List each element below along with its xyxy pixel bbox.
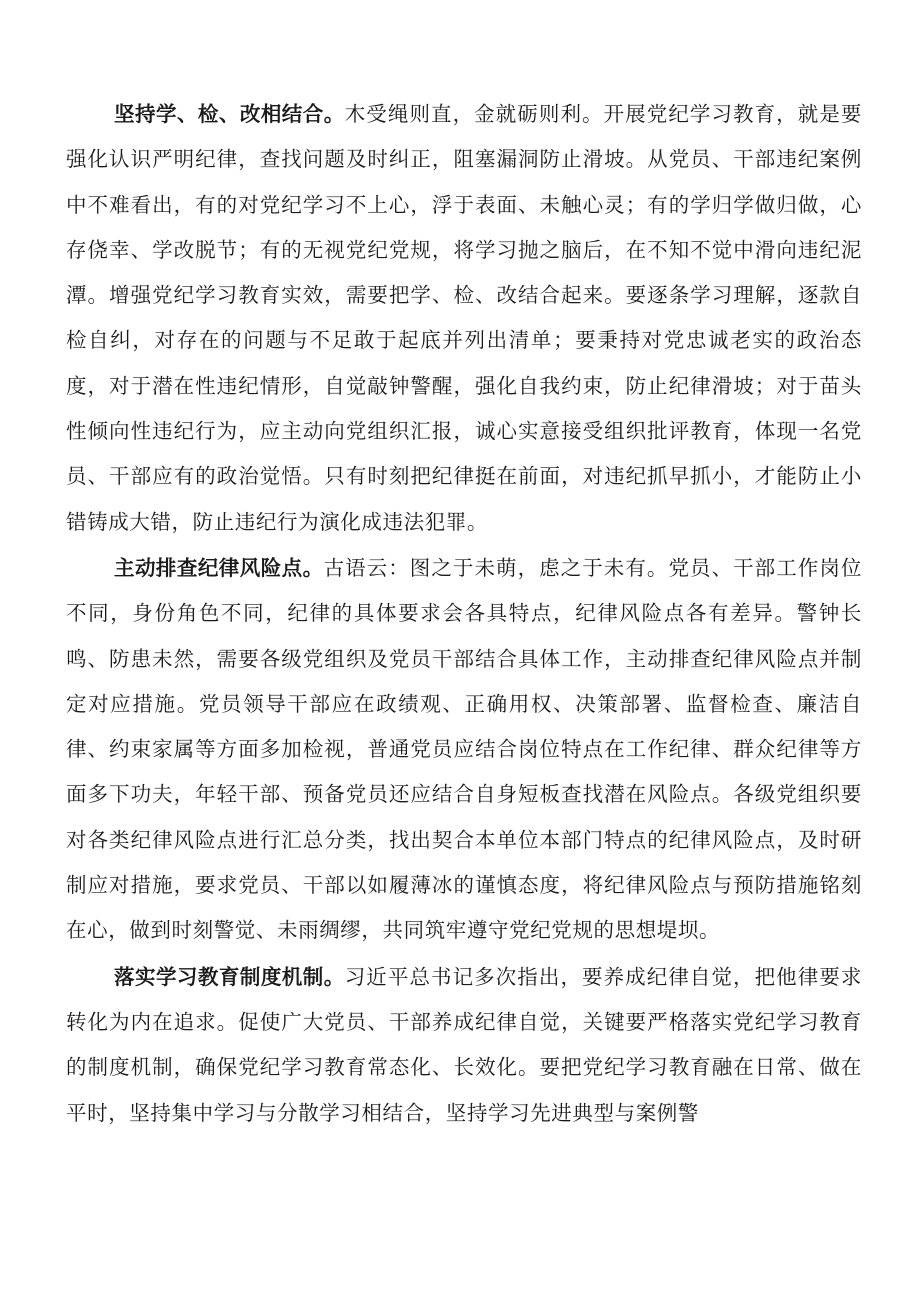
paragraph-1-heading: 坚持学、检、改相结合。 <box>114 102 345 126</box>
paragraph-2 <box>66 546 862 954</box>
document-page <box>66 92 862 1137</box>
paragraph-3 <box>66 955 862 1136</box>
paragraph-3-heading: 落实学习教育制度机制。 <box>114 964 345 989</box>
paragraph-1-body: 木受绳则直，金就砺则利。开展党纪学习教育，就是要强化认识严明纪律，查找问题及时纠正，阻塞漏洞防止滑坡。从党员、干部违纪案例中不难看出，有的对党纪学习不上心，浮于表面、未触心灵；有的学归学做归做，心存侥幸、学改脱节；有的无视党纪党规，将学习抛之脑后，在不知不觉中滑向违纪泥潭。增强党纪学习教育实效，需要把学、检、改结合起来。要逐条学习理解，逐款自检自纠，对存在的问题与不足敢于起底并列出清单；要秉持对党忠诚老实的政治态度，对于潜在性违纪情形，自觉敲钟警醒，强化自我约束，防止纪律滑坡；对于苗头性倾向性违纪行为，应主动向党组织汇报，诚心实意接受组织批评教育，体现一名党员、干部应有的政治觉悟。只有时刻把纪律挺在前面，对违纪抓早抓小，才能防止小错铸成大错，防止违纪行为演化成违法犯罪。 <box>66 102 863 534</box>
paragraph-2-body: 古语云：图之于未萌，虑之于未有。党员、干部工作岗位不同，身份角色不同，纪律的具体要求会各具特点，纪律风险点各有差异。警钟长鸣、防患未然，需要各级党组织及党员干部结合具体工作，主动排查纪律风险点并制定对应措施。党员领导干部应在政绩观、正确用权、决策部署、监督检查、廉洁自律、约束家属等方面多加检视，普通党员应结合岗位特点在工作纪律、群众纪律等方面多下功夫，年轻干部、预备党员还应结合自身短板查找潜在风险点。各级党组织要对各类纪律风险点进行汇总分类，找出契合本单位本部门特点的纪律风险点，及时研制应对措施，要求党员、干部以如履薄冰的谨慎态度，将纪律风险点与预防措施铭刻在心，做到时刻警觉、未雨绸缪，共同筑牢遵守党纪党规的思想堤坝。 <box>66 555 863 943</box>
paragraph-1 <box>66 92 862 545</box>
paragraph-2-heading: 主动排查纪律风险点。 <box>114 555 324 580</box>
paragraph-3-body: 习近平总书记多次指出，要养成纪律自觉，把他律要求转化为内在追求。促使广大党员、干部养成纪律自觉，关键要严格落实党纪学习教育的制度机制，确保党纪学习教育常态化、长效化。要把党纪学习教育融在日常、做在平时，坚持集中学习与分散学习相结合，坚持学习先进典型与案例警 <box>66 964 863 1125</box>
